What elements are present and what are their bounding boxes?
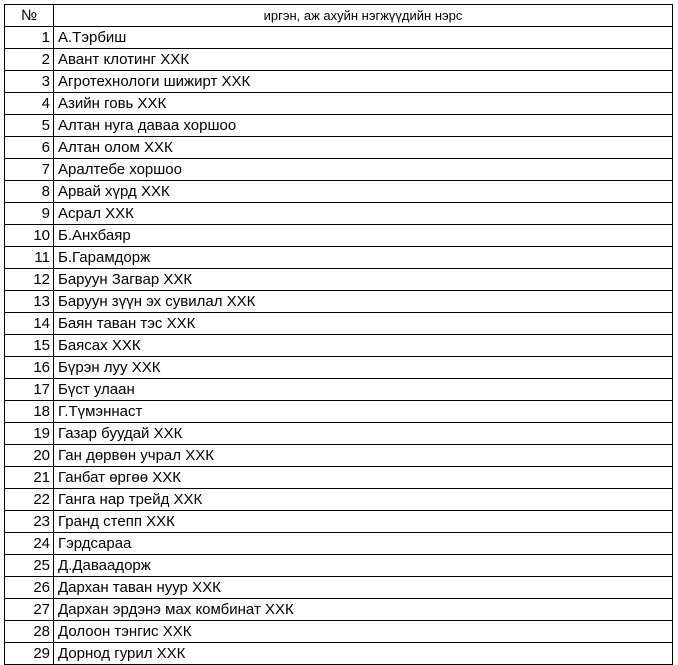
row-number-cell[interactable]: 25 xyxy=(5,555,54,577)
table-row xyxy=(5,181,673,203)
row-number-cell[interactable]: 7 xyxy=(5,159,54,181)
row-name-cell[interactable]: Арвай хүрд ХХК xyxy=(54,181,673,203)
row-number-cell[interactable]: 21 xyxy=(5,467,54,489)
table-row xyxy=(5,379,673,401)
row-name-cell[interactable]: Дархан таван нуур ХХК xyxy=(54,577,673,599)
table-row xyxy=(5,335,673,357)
row-name-cell[interactable]: Авант клотинг ХХК xyxy=(54,49,673,71)
table-row xyxy=(5,533,673,555)
row-name-cell[interactable]: Б.Гарамдорж xyxy=(54,247,673,269)
table-row xyxy=(5,401,673,423)
row-number-cell[interactable]: 8 xyxy=(5,181,54,203)
row-name-cell[interactable]: Гранд степп ХХК xyxy=(54,511,673,533)
row-number-cell[interactable]: 15 xyxy=(5,335,54,357)
row-name-cell[interactable]: Г.Түмэннаст xyxy=(54,401,673,423)
row-name-cell[interactable]: Аралтебе хоршоо xyxy=(54,159,673,181)
row-name-cell[interactable]: Бүрэн луу ХХК xyxy=(54,357,673,379)
row-number-cell[interactable]: 27 xyxy=(5,599,54,621)
organization-table xyxy=(4,4,673,665)
row-number-cell[interactable]: 4 xyxy=(5,93,54,115)
row-number-cell[interactable]: 10 xyxy=(5,225,54,247)
row-name-cell[interactable]: Баруун Загвар ХХК xyxy=(54,269,673,291)
table-row xyxy=(5,313,673,335)
row-number-cell[interactable]: 2 xyxy=(5,49,54,71)
row-number-cell[interactable]: 6 xyxy=(5,137,54,159)
row-number-cell[interactable]: 29 xyxy=(5,643,54,665)
table-row xyxy=(5,137,673,159)
table-row xyxy=(5,269,673,291)
row-name-cell[interactable]: Баян таван тэс ХХК xyxy=(54,313,673,335)
row-number-cell[interactable]: 3 xyxy=(5,71,54,93)
row-number-cell[interactable]: 18 xyxy=(5,401,54,423)
row-name-cell[interactable]: Газар буудай ХХК xyxy=(54,423,673,445)
row-number-cell[interactable]: 16 xyxy=(5,357,54,379)
row-number-cell[interactable]: 26 xyxy=(5,577,54,599)
row-number-cell[interactable]: 20 xyxy=(5,445,54,467)
row-number-cell[interactable]: 22 xyxy=(5,489,54,511)
table-row xyxy=(5,93,673,115)
table-row xyxy=(5,467,673,489)
table-row xyxy=(5,49,673,71)
table-row xyxy=(5,643,673,665)
header-number-cell[interactable]: № xyxy=(5,5,54,27)
table-row xyxy=(5,599,673,621)
table-row xyxy=(5,511,673,533)
table-row xyxy=(5,577,673,599)
table-row xyxy=(5,423,673,445)
table-row xyxy=(5,203,673,225)
spreadsheet xyxy=(4,4,672,665)
row-name-cell[interactable]: Алтан нуга даваа хоршоо xyxy=(54,115,673,137)
row-number-cell[interactable]: 12 xyxy=(5,269,54,291)
header-row xyxy=(5,5,673,27)
table-row xyxy=(5,27,673,49)
row-number-cell[interactable]: 19 xyxy=(5,423,54,445)
row-name-cell[interactable]: Д.Даваадорж xyxy=(54,555,673,577)
row-number-cell[interactable]: 13 xyxy=(5,291,54,313)
row-number-cell[interactable]: 24 xyxy=(5,533,54,555)
table-row xyxy=(5,555,673,577)
row-name-cell[interactable]: Ганбат өргөө ХХК xyxy=(54,467,673,489)
table-row xyxy=(5,489,673,511)
row-number-cell[interactable]: 9 xyxy=(5,203,54,225)
table-row xyxy=(5,115,673,137)
row-number-cell[interactable]: 14 xyxy=(5,313,54,335)
table-row xyxy=(5,357,673,379)
row-number-cell[interactable]: 17 xyxy=(5,379,54,401)
row-name-cell[interactable]: А.Тэрбиш xyxy=(54,27,673,49)
table-row xyxy=(5,247,673,269)
table-row xyxy=(5,159,673,181)
table-row xyxy=(5,225,673,247)
header-name-cell[interactable]: иргэн, аж ахуйн нэгжүүдийн нэрс xyxy=(54,5,673,27)
row-name-cell[interactable]: Асрал ХХК xyxy=(54,203,673,225)
row-name-cell[interactable]: Долоон тэнгис ХХК xyxy=(54,621,673,643)
row-name-cell[interactable]: Гэрдсараа xyxy=(54,533,673,555)
table-row xyxy=(5,71,673,93)
table-row xyxy=(5,445,673,467)
row-name-cell[interactable]: Ганга нар трейд ХХК xyxy=(54,489,673,511)
row-name-cell[interactable]: Бүст улаан xyxy=(54,379,673,401)
row-name-cell[interactable]: Дорнод гурил ХХК xyxy=(54,643,673,665)
row-name-cell[interactable]: Азийн говь ХХК xyxy=(54,93,673,115)
table-body xyxy=(5,27,673,665)
row-number-cell[interactable]: 11 xyxy=(5,247,54,269)
row-name-cell[interactable]: Алтан олом ХХК xyxy=(54,137,673,159)
row-number-cell[interactable]: 1 xyxy=(5,27,54,49)
row-name-cell[interactable]: Баруун зүүн эх сувилал ХХК xyxy=(54,291,673,313)
table-row xyxy=(5,621,673,643)
row-number-cell[interactable]: 5 xyxy=(5,115,54,137)
row-name-cell[interactable]: Б.Анхбаяр xyxy=(54,225,673,247)
row-name-cell[interactable]: Ган дөрвөн учрал ХХК xyxy=(54,445,673,467)
row-name-cell[interactable]: Дархан эрдэнэ мах комбинат ХХК xyxy=(54,599,673,621)
row-number-cell[interactable]: 28 xyxy=(5,621,54,643)
row-name-cell[interactable]: Баясах ХХК xyxy=(54,335,673,357)
row-name-cell[interactable]: Агротехнологи шижирт ХХК xyxy=(54,71,673,93)
table-row xyxy=(5,291,673,313)
row-number-cell[interactable]: 23 xyxy=(5,511,54,533)
